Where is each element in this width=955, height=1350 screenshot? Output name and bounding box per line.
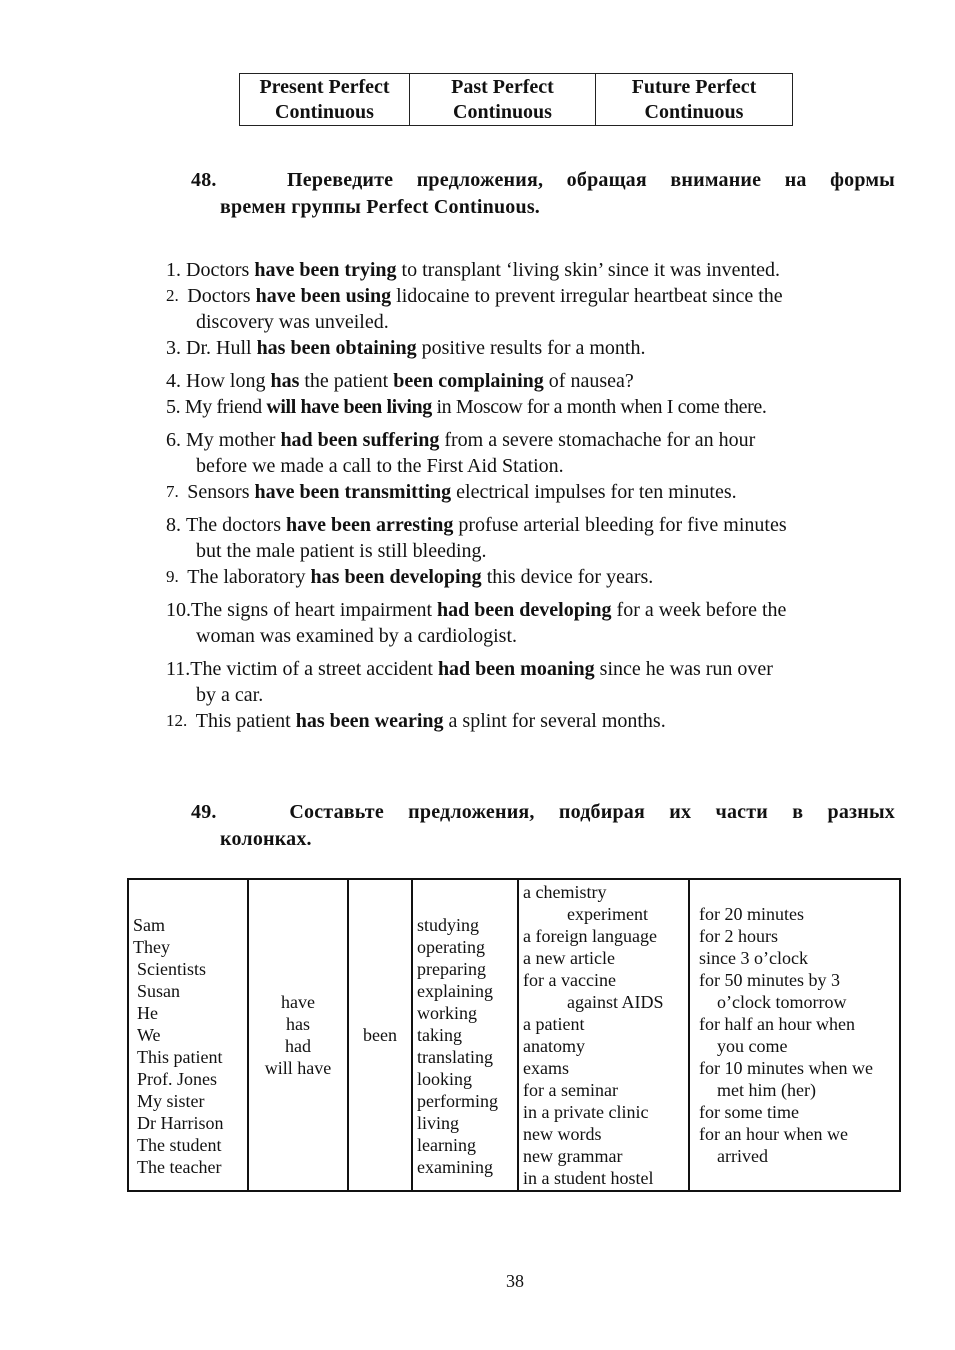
table-cell: The teacher xyxy=(137,1157,222,1177)
tense-cell-past-perfect-continuous: Past Perfect Continuous xyxy=(410,74,596,126)
subjects-column xyxy=(128,879,248,1191)
table-cell: had xyxy=(285,1036,311,1056)
table-cell: will have xyxy=(264,1058,332,1078)
table-cell: examining xyxy=(417,1157,493,1177)
table-cell: exams xyxy=(523,1058,569,1078)
exercise-instruction: Составьте предложения, подбирая их части в разных xyxy=(289,801,895,823)
exercise-instruction: Переведите предложения, обращая внимание на формы xyxy=(287,169,896,191)
times-column xyxy=(689,879,900,1191)
exercise-number: 48. xyxy=(191,169,217,191)
table-cell: for half an hour when xyxy=(699,1014,855,1034)
table-cell: a foreign language xyxy=(523,926,657,946)
list-item: 9. The laboratory has been developing this device for years. xyxy=(166,566,654,588)
table-cell: been xyxy=(363,1025,397,1045)
exercise-48-heading xyxy=(191,167,895,221)
table-cell: learning xyxy=(417,1135,476,1155)
table-cell: you come xyxy=(717,1036,788,1056)
tense-table xyxy=(239,73,793,126)
tense-cell-future-perfect-continuous: Future Perfect Continuous xyxy=(596,74,793,126)
list-item: 1. Doctors have been trying to transplant ‘living skin’ since it was invented. xyxy=(166,259,780,281)
table-cell: My sister xyxy=(137,1091,205,1111)
table-cell: in a student hostel xyxy=(523,1168,654,1188)
list-item: 11. The victim of a street accident had been moaning since he was run over by a car. xyxy=(166,658,773,706)
table-cell: experiment xyxy=(567,904,648,924)
list-item: 8. The doctors have been arresting profuse arterial bleeding for five minutes but the male patient is still bleeding. xyxy=(166,514,787,562)
list-item: 10. The signs of heart impairment had been developing for a week before the woman was examined by a cardiologist. xyxy=(166,599,787,647)
table-cell: arrived xyxy=(717,1146,768,1166)
table-cell: Sam xyxy=(133,915,166,935)
table-cell: a patient xyxy=(523,1014,585,1034)
objects-column xyxy=(518,879,689,1191)
table-cell: has xyxy=(286,1014,310,1034)
table-cell: Dr Harrison xyxy=(137,1113,224,1133)
table-cell: translating xyxy=(417,1047,493,1067)
table-cell: preparing xyxy=(417,959,486,979)
list-item: 3. Dr. Hull has been obtaining positive results for a month. xyxy=(166,337,646,359)
table-cell: working xyxy=(417,1003,477,1023)
table-cell: We xyxy=(137,1025,161,1045)
table-cell: for 50 minutes by 3 xyxy=(699,970,840,990)
table-cell: operating xyxy=(417,937,485,957)
exercise-instruction-cont: времен группы Perfect Continuous. xyxy=(220,196,541,218)
table-cell: looking xyxy=(417,1069,473,1089)
table-cell: for 10 minutes when we xyxy=(699,1058,873,1078)
sentence-list xyxy=(166,257,895,734)
table-cell: Scientists xyxy=(137,959,207,979)
verbs-column xyxy=(412,879,518,1191)
table-cell: for 20 minutes xyxy=(699,904,804,924)
table-cell: have xyxy=(281,992,315,1012)
table-cell: met him (her) xyxy=(717,1080,816,1100)
table-cell: They xyxy=(133,937,170,957)
table-cell: for some time xyxy=(699,1102,799,1122)
table-cell: o’clock tomorrow xyxy=(717,992,847,1012)
table-cell: explaining xyxy=(417,981,493,1001)
tense-cell-present-perfect-continuous: Present Perfect Continuous xyxy=(240,74,410,126)
table-cell: a new article xyxy=(523,948,615,968)
table-cell: performing xyxy=(417,1091,498,1111)
table-cell: in a private clinic xyxy=(523,1102,649,1122)
table-cell: since 3 o’clock xyxy=(699,948,808,968)
table-cell: taking xyxy=(417,1025,462,1045)
table-cell: for a vaccine xyxy=(523,970,616,990)
list-item: 4. How long has the patient been complaining of nausea? xyxy=(166,370,634,392)
table-cell: for an hour when we xyxy=(699,1124,848,1144)
list-item: 6. My mother had been suffering from a severe stomachache for an hour before we made a call to the First Aid Station. xyxy=(166,429,756,477)
table-cell: This patient xyxy=(137,1047,223,1067)
table-cell: Susan xyxy=(137,981,181,1001)
list-item: 2. Doctors have been using lidocaine to prevent irregular heartbeat since the discovery was unveiled. xyxy=(166,285,783,333)
exercise-number: 49. xyxy=(191,801,217,823)
table-cell: new grammar xyxy=(523,1146,623,1166)
table-cell: for 2 hours xyxy=(699,926,778,946)
table-cell: a chemistry xyxy=(523,882,607,902)
table-cell: new words xyxy=(523,1124,602,1144)
table-cell: living xyxy=(417,1113,460,1133)
table-cell: anatomy xyxy=(523,1036,585,1056)
list-item: 5. My friend will have been living in Moscow for a month when I come there. xyxy=(166,396,767,418)
table-cell: studying xyxy=(417,915,480,935)
been-column xyxy=(348,879,412,1191)
table-cell: for a seminar xyxy=(523,1080,618,1100)
matching-table xyxy=(127,878,901,1192)
table-cell: The student xyxy=(137,1135,222,1155)
table-cell: He xyxy=(137,1003,158,1023)
exercise-49-heading xyxy=(191,799,895,853)
table-cell: against AIDS xyxy=(567,992,664,1012)
table-cell: Prof. Jones xyxy=(137,1069,217,1089)
list-item: 12. This patient has been wearing a splint for several months. xyxy=(166,710,666,732)
auxiliaries-column xyxy=(248,879,348,1191)
exercise-instruction-cont: колонках. xyxy=(220,828,312,850)
list-item: 7. Sensors have been transmitting electrical impulses for ten minutes. xyxy=(166,481,737,503)
page-number: 38 xyxy=(506,1271,524,1291)
